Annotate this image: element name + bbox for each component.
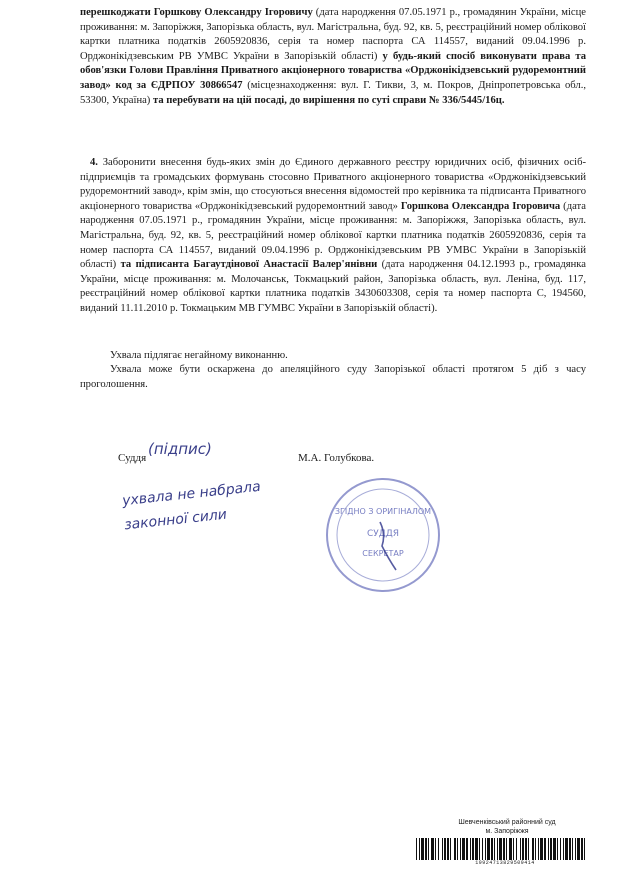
text-location: (місцезнаходження: вул. Г. Тикви, 3, м. Покров, Дніпропетровська обл., 53300, Україна): [80, 79, 586, 106]
paragraph-appeal: Ухвала може бути оскаржена до апеляційного суду Запорізької області протягом 5 діб з часу проголошення.: [80, 364, 586, 390]
court-stamp-line1: Шевченківський районний суд: [458, 819, 556, 826]
paragraph-number: 4.: [90, 157, 98, 168]
handwritten-signature-mark: (підпис): [148, 440, 212, 458]
barcode-bar: [454, 838, 456, 860]
bold-case-number: та перебувати на цій посаді, до вирішення по суті справи № 336/5445/16ц.: [153, 94, 505, 106]
barcode-bar: [516, 838, 517, 860]
barcode-bar: [494, 838, 495, 860]
official-seal: [322, 474, 444, 596]
judge-name: М.А. Голубкова.: [298, 452, 375, 464]
barcode-bar: [548, 838, 549, 860]
barcode-bar: [425, 838, 427, 860]
barcode-bar: [419, 838, 420, 860]
barcode-bar: [435, 838, 436, 860]
barcode-bar: [491, 838, 493, 860]
paragraph-injunction-continuation: [80, 6, 586, 108]
judge-label: Суддя: [118, 452, 147, 464]
barcode-bar: [466, 838, 468, 860]
paragraph-4: [80, 156, 586, 317]
barcode-bar: [457, 838, 458, 860]
text-details-2: (дата народження 07.05.1971 р., громадянин України, місце проживання: м. Запоріжжя, Запорізька область, вул. Магістральна, буд. 92, кв. 5, реєстраційний номер облікової картки платника податків 2605920836, серія та номер паспорта СА 114557, виданий 09.04.1996 р. Орджонікідзевським РВ УМВС України в Запорізькій області): [80, 200, 586, 271]
barcode-bar: [550, 838, 552, 860]
barcode-bar: [563, 838, 564, 860]
barcode-bar: [528, 838, 529, 860]
barcode-bar: [497, 838, 498, 860]
barcode-bar: [472, 838, 474, 860]
barcode-bar: [503, 838, 505, 860]
barcode-bar: [538, 838, 539, 860]
text-prohibition: Заборонити внесення будь-яких змін до Єдиного державного реєстру юридичних осіб, фізичних осіб-підприємців та громадських формувань стосовно Приватного акціонерного товариства «Орджонікідзевський рудоремонтний завод», крім змін, що стосуються внесення відомостей про керівника та підписанта Приватного акціонерного товариства «Орджонікідзевський рудоремонтний завод»: [80, 157, 586, 212]
barcode-bar: [572, 838, 573, 860]
barcode-bar: [485, 838, 486, 860]
barcode-bar: [431, 838, 434, 860]
barcode-bar: [506, 838, 507, 860]
barcode-bar: [581, 838, 583, 860]
barcode-bar: [520, 838, 521, 860]
bold-rights-clause: у будь-який спосіб виконувати права та обов'язки Голови Правління Приватного акціонерного товариства «Орджонікідзевський рудоремонтний завод» код за ЄДРПОУ 30866547: [80, 50, 587, 91]
barcode-bar: [416, 838, 417, 860]
barcode-bar: [479, 838, 480, 860]
barcode-bar: [438, 838, 439, 860]
bold-name-bagautdinova: та підписанта Багаутдінової Анастасії Валер'янівни: [120, 259, 378, 271]
seal-line2: СУДДЯ: [366, 529, 400, 539]
bold-name-gorshkov: перешкоджати Горшкову Олександру Ігоровичу: [80, 7, 313, 18]
barcode-bar: [470, 838, 471, 860]
barcode-bar: [450, 838, 451, 860]
barcode-bar: [565, 838, 568, 860]
barcode-bar: [421, 838, 424, 860]
barcode-bar: [525, 838, 527, 860]
bold-name-gorshkov-2: Горшкова Олександра Ігоровича: [400, 200, 561, 212]
barcode-bar: [475, 838, 478, 860]
barcode-bar: [584, 838, 585, 860]
barcode-bar: [460, 838, 461, 860]
barcode-bar: [509, 838, 512, 860]
text-details: (дата народження 07.05.1971 р., громадянин України, місце проживання: м. Запоріжжя, Запорізька область, вул. Магістральна, буд. 92, кв. 5, реєстраційний номер облікової картки платника податків 2605920836, серія та номер паспорта СА 114557, виданий 09.04.1996 р. Орджонікідзевським РВ УМВС України в Запорізькій області): [80, 7, 587, 62]
barcode-bar: [487, 838, 490, 860]
barcode-bar: [447, 838, 449, 860]
barcode-bar: [499, 838, 502, 860]
barcode-bar: [544, 838, 546, 860]
handwritten-note-line1: ухвала не набрала: [121, 478, 262, 510]
seal-line1: ЗГІДНО З ОРИГІНАЛОМ: [334, 507, 432, 516]
barcode-bar: [462, 838, 465, 860]
paragraph-execution: Ухвала підлягає негайному виконанню.: [110, 350, 288, 361]
barcode-bar: [513, 838, 514, 860]
court-stamp: [432, 818, 582, 836]
court-stamp-line2: м. Запоріжжя: [485, 828, 529, 835]
barcode-number: 19924713829509414: [475, 860, 535, 866]
barcode-bar: [522, 838, 524, 860]
barcode-bar: [535, 838, 536, 860]
barcode-bar: [560, 838, 561, 860]
barcode-bar: [482, 838, 483, 860]
barcode-bar: [557, 838, 558, 860]
barcode-bar: [532, 838, 534, 860]
barcode: [414, 838, 590, 860]
barcode-bar: [569, 838, 571, 860]
barcode-bar: [442, 838, 443, 860]
text-details-3: (дата народження 04.12.1993 р., громадянка України, місце проживання: м. Молочанськ, Токмацький район, Запорізька область, вул. Леніна, буд. 117, реєстраційний номер облікової картки платника податків 3430603308, серія та номер паспорта С, 194560, виданий 11.11.2010 р. Токмацьким МВ ГУМВС України в Запорізькій області).: [80, 259, 586, 314]
barcode-bar: [428, 838, 429, 860]
barcode-bar: [575, 838, 576, 860]
barcode-bar: [444, 838, 446, 860]
seal-line3: СЕКРЕТАР: [362, 549, 404, 558]
barcode-bar: [553, 838, 556, 860]
handwritten-note-line2: законної сили: [123, 506, 228, 534]
barcode-bar: [577, 838, 580, 860]
barcode-bar: [540, 838, 543, 860]
